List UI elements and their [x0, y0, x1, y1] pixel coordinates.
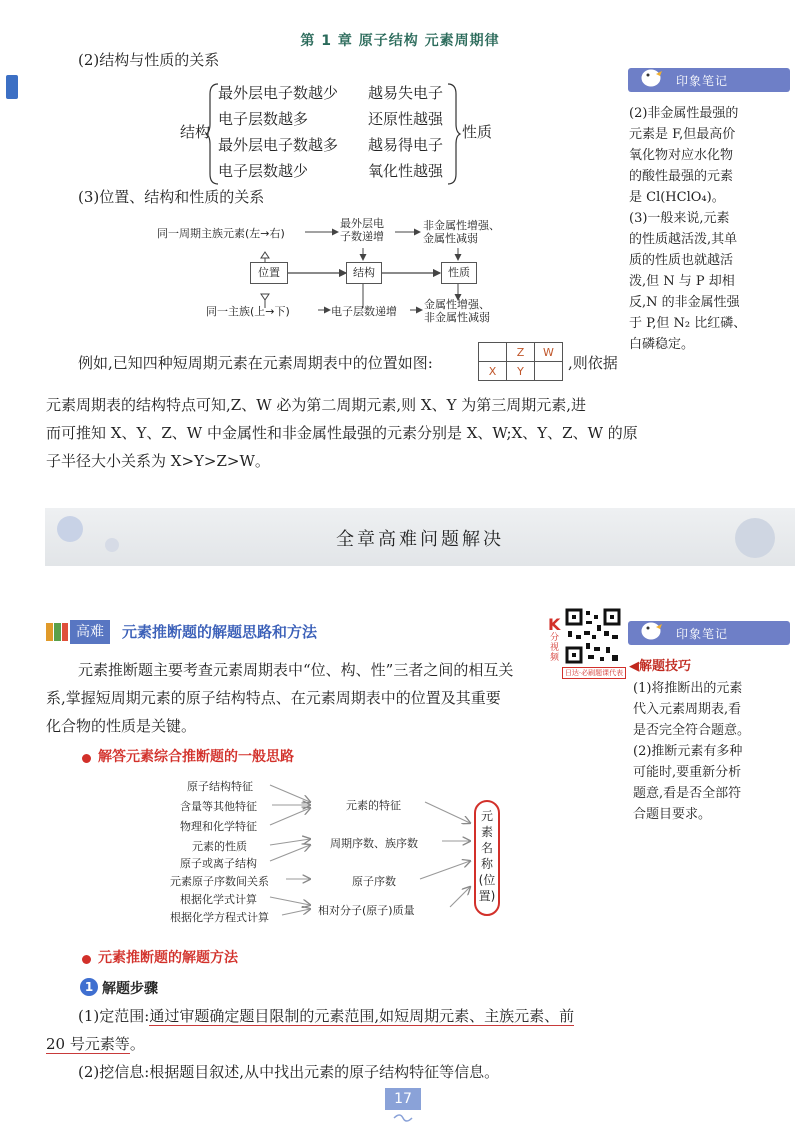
effect-2: 还原性越强: [368, 110, 444, 128]
cause-2: 电子层数越多: [218, 110, 309, 128]
same-period-label: 同一周期主族元素(左→右): [157, 227, 285, 240]
grid-cell: [479, 343, 507, 362]
shell-increase-label: 电子层数递增: [331, 305, 397, 318]
grid-cell: Y: [507, 362, 535, 381]
structure-label: 结构: [180, 123, 211, 141]
note1-line: (2)非金属性最强的: [629, 106, 739, 121]
step2-line: (2)挖信息:根据题目叙述,从中找出元素的原子结构特征等信息。: [78, 1063, 500, 1081]
note2-line: 可能时,要重新分析: [633, 765, 742, 780]
bird-icon: [636, 62, 666, 90]
note2-header: [628, 621, 790, 645]
result-element-name: [474, 800, 500, 916]
note2-line: 题意,看是否全部符: [633, 786, 742, 801]
cause-4: 电子层数越少: [218, 162, 309, 180]
note2-body: [633, 678, 750, 825]
outer-electrons-label-2: 子数递增: [340, 230, 384, 243]
note2-line: (2)推断元素有多种: [633, 744, 743, 759]
chapter-header: 第 1 章 原子结构 元素周期律: [300, 33, 500, 49]
clue-6: 元素原子序数间关系: [170, 875, 269, 888]
result-char: 名: [480, 841, 493, 855]
box-structure: 结构: [346, 262, 382, 284]
result-char: 素: [480, 825, 493, 839]
video-label: 分视频: [550, 633, 560, 663]
note2-line: 合题目要求。: [633, 807, 712, 822]
property-label: 性质: [462, 123, 493, 141]
qr-code-icon: [564, 607, 622, 665]
step1-period: 。: [129, 1035, 145, 1053]
same-group-label: 同一主族(上→下): [206, 305, 290, 318]
note1-line: 氧化物对应水化物: [629, 148, 734, 163]
note1-line: 泼,但 N 与 P 却相: [629, 274, 735, 289]
part3-heading: (3)位置、结构和性质的关系: [78, 188, 265, 206]
example-line1-end: ,则依据: [568, 354, 618, 372]
section-title: 元素推断题的解题思路和方法: [122, 623, 318, 641]
example-para-1: 元素周期表的结构特点可知,Z、W 必为第二周期元素,则 X、Y 为第三周期元素,进: [46, 396, 587, 414]
note1-line: 是 Cl(HClO₄)。: [629, 190, 725, 205]
approach-title: 解答元素综合推断题的一般思路: [98, 749, 294, 765]
derived-3: 原子序数: [352, 875, 396, 888]
chapter-banner: [45, 508, 795, 566]
step1-line: [78, 1003, 574, 1029]
derived-1: 元素的特征: [346, 799, 401, 812]
note1-line: 质的性质也就越活: [629, 253, 734, 268]
note1-line: 于 P,但 N₂ 比红磷、: [629, 316, 747, 331]
result-char: 称: [480, 857, 493, 871]
clue-5: 原子或离子结构: [180, 857, 257, 870]
effect-1: 越易失电子: [368, 84, 444, 102]
video-qr-block[interactable]: [548, 607, 626, 681]
grid-cell: Z: [507, 343, 535, 362]
note2-line: 代入元素周期表,看: [633, 702, 742, 717]
book-icon: [45, 621, 69, 643]
page-ornament-icon: [392, 1112, 414, 1124]
video-caption: 日达·必刷题课代表: [562, 667, 626, 679]
note1-line: 白磷稳定。: [629, 337, 695, 352]
effect-3: 越易得电子: [368, 136, 444, 154]
box-property: 性质: [441, 262, 477, 284]
part2-heading: (2)结构与性质的关系: [78, 51, 220, 69]
bullet-dot: [82, 955, 91, 964]
banner-title: 全章高难问题解决: [336, 529, 504, 550]
cause-3: 最外层电子数越多: [218, 136, 339, 154]
effect-4: 氧化性越强: [368, 162, 444, 180]
bird-icon: [636, 615, 666, 643]
example-para-3: 子半径大小关系为 X>Y>Z>W。: [46, 452, 270, 470]
method-title: 元素推断题的解题方法: [98, 950, 238, 966]
derived-2: 周期序数、族序数: [330, 837, 418, 850]
note1-header: [628, 68, 790, 92]
metal-increase-1: 金属性增强、: [424, 298, 490, 311]
note2-line: 是否完全符合题意。: [633, 723, 751, 738]
result-char: (位: [478, 873, 496, 887]
note1-line: 的酸性最强的元素: [629, 169, 734, 184]
intro-line-2: 系,掌握短周期元素的原子结构特点、在元素周期表中的位置及其重要: [46, 689, 501, 707]
page-number: 17: [385, 1088, 421, 1110]
clue-2: 含量等其他特征: [180, 800, 257, 813]
intro-line-3: 化合物的性质是关键。: [46, 717, 197, 735]
note1-line: (3)一般来说,元素: [629, 211, 730, 226]
note2-line: (1)将推断出的元素: [633, 681, 743, 696]
video-k-label: K: [548, 615, 561, 634]
step1-label: (1)定范围:: [78, 1007, 150, 1025]
grid-cell: W: [535, 343, 563, 362]
step-number-badge: 1: [80, 978, 98, 996]
note1-title: 印象笔记: [676, 74, 729, 88]
clue-1: 原子结构特征: [187, 780, 253, 793]
note1-line: 的性质越活泼,其单: [629, 232, 738, 247]
nonmetal-increase-1: 非金属性增强、: [423, 219, 500, 232]
cause-1: 最外层电子数越少: [218, 84, 339, 102]
clue-7: 根据化学式计算: [180, 893, 257, 906]
clue-4: 元素的性质: [192, 840, 247, 853]
intro-line-1: 元素推断题主要考查元素周期表中“位、构、性”三者之间的相互关: [78, 661, 514, 679]
result-char: 置): [478, 889, 496, 903]
difficulty-badge: 高难: [70, 620, 110, 644]
example-para-2: 而可推知 X、Y、Z、W 中金属性和非金属性最强的元素分别是 X、W;X、Y、Z、W 的原: [46, 424, 638, 442]
clue-8: 根据化学方程式计算: [170, 911, 269, 924]
note1-line: 反,N 的非金属性强: [629, 295, 740, 310]
nonmetal-increase-2: 金属性减弱: [423, 232, 478, 245]
result-char: 元: [480, 809, 493, 823]
step1-text: 通过审题确定题目限制的元素范围,如短周期元素、主族元素、前: [149, 1007, 575, 1025]
grid-cell: [535, 362, 563, 381]
clue-3: 物理和化学特征: [180, 820, 257, 833]
derived-4: 相对分子(原子)质量: [318, 904, 415, 917]
grid-cell: X: [479, 362, 507, 381]
side-tab-marker: [6, 75, 18, 99]
note2-title: 印象笔记: [676, 627, 729, 641]
note1-body: [629, 103, 746, 355]
metal-increase-2: 非金属性减弱: [424, 311, 490, 324]
bullet-dot: [82, 754, 91, 763]
step-title: 解题步骤: [102, 981, 158, 997]
tip-title: ◀解题技巧: [629, 659, 691, 674]
step1-line-2: [46, 1031, 145, 1057]
step1-text-cont: 20 号元素等: [46, 1035, 130, 1053]
periodic-position-grid: [478, 342, 563, 381]
note1-line: 元素是 F,但最高价: [629, 127, 736, 142]
box-position: 位置: [250, 262, 288, 284]
outer-electrons-label-1: 最外层电: [340, 217, 384, 230]
example-line1: 例如,已知四种短周期元素在元素周期表中的位置如图:: [78, 354, 433, 372]
